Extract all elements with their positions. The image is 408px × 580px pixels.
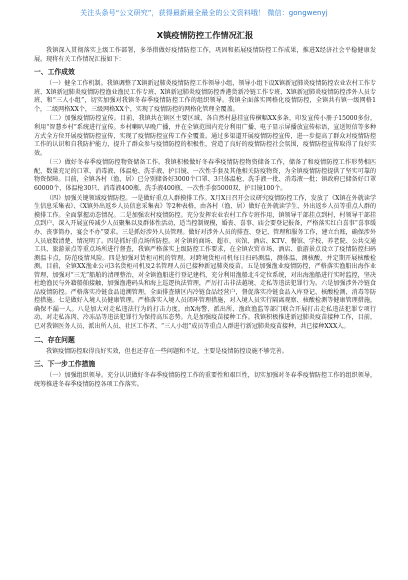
section-next-steps [34,360,376,389]
section-problems [34,336,376,357]
document-page [34,30,376,576]
document-title: X镇疫情防控工作情况汇报 [156,30,254,40]
section-heading: 三、下一步工作措施 [34,360,96,369]
body-paragraph: （四）加强关键领域疫情防控。一是做好重点人群摸排工作。X月X日召开会议研究疫情防控工作，发放了《X镇在外就读学生信息采集表》、《X镇外出返乡人员信息采集表》等2种表格，由各村（渔、居）做好在外就读学生、外出返乡人员等重点人群的摸排工作。全面掌握动态情况。二是加强农村疫情防控。充分发挥农业农村工作专班作用，镇领导干部挂点到村，村领导干部挂点到户，深入开展宣传减少人员聚集以及群体性活动，适当控制规模，婚丧、喜事、庙会要登记报备，严格落实红白喜事“喜事缓办、丧事简办、宴会不办”要求。三是抓好涉外人员管理。做好对涉外人员的排查、登记、管理和服务工作，建立台账，确保涉外人员底数清楚、情况明了。四是抓好重点场所防控。对全镇的商场、超市、宾馆、酒店、KTV、餐馆、学校、养老院、公共交通工具、旅游景点等重点场所进行督查，我镇严格落实上级防控工作要求，在全镇农贸市场、酒店、旅游景点设立了疫情防控扫码测温卡点，防范疫情风险。四是加强对货柜司机的管理。对跨境货柜司机每日扫码测温，测体温，测核酸，并定期开展核酸检测。目前，全镇XX渔业公司3名货柜司机及2名管理人员已接种新冠肺炎疫苗。五是加强渔业疫情防控，严格落实渔船出海作业管理，加强对“三无”船舶的清理整治，对全镇渔船进行登记建档，充分利用渔船北斗定位系统，对出海渔船进行实时监控，坚决杜绝渔民与外籍船舶接触，加强渔港码头和海上巡逻执法管理，严厉打击非法越境、走私等违法犯罪行为。六是加强涉外冷链食品疫情防控。严格落实冷链食品追溯管理，全面排查辖区内冷链食品经营户，督促落实冷链食品入库登记、核酸检测、消毒等防控措施。七是做好入境人员健康管理。严格落实入境人员闭环管理措施，对入境人员实行隔离观察、核酸检测等健康管理措施，确保不漏一人。八是加大对走私违法行为的打击力度。由X海警、派出所、渔政渔监等部门联合开展打击走私违法犯罪专项行动，对走私冻肉、冷冻品等违法犯罪行为保持高压态势。九是加强疫苗接种工作。我镇积极推进新冠肺炎疫苗接种工作，目前，已对我镇医务人员、派出所人员、社区工作者、“三人小组”成员等重点人群进行新冠肺炎疫苗接种，共已接种XXX人。 [34,194,376,330]
intro-paragraph: 我镇深入贯彻落实上级工作部署，多举措做好疫情防控工作，巩固和拓展疫情防控工作成果，推进X经济社会平稳健康发展。现将有关工作情况汇报如下： [34,47,376,63]
section-heading: 二、存在问题 [34,335,75,344]
banner-text: 关注头条号“公文研究”，获得最新最全最全的公文资料哦！ 微信：gongwenyj [80,9,328,17]
section-results [34,68,376,331]
top-banner [0,0,408,24]
body-paragraph: （一）加强组织领导。充分认识做好冬春季疫情防控工作的重要性和艰巨性，切实加强对冬春季疫情防控工作的组织领导，统筹推进冬春季疫情防控各项工作落实。 [34,372,376,388]
section-heading: 一、工作成效 [34,68,75,77]
body-paragraph: （三）做好冬春季疫情防控物资储备工作。我镇积极做好冬春季疫情防控物资储备工作，储备了和疫情防控工作形势相匹配，数量充足的口罩、消毒液、体温枪、洗手液、护目镜、一次性手套及其他相关防疫物资，为全镇疫情防控提供了坚实可靠的物资保障。目前，全镇各村（渔、居）已分别储备好3000个口罩、3只体温枪、洗手液一批、消毒液一批；镇政府已储备好口罩60000个、体温枪30只、消毒液400瓶、洗手液400瓶、一次性手套5000双、护目镜100个。 [34,159,376,193]
body-paragraph: （二）加强疫情防控宣传。目前，我镇共在镇区主要区域、各自然村悬挂宣传横幅XX多条，印发宣传小册子15000多份，利用“智慧乡村”系统进行宣传。乡村喇叭早晚广播，并在全镇范围内充分利用广播、电子显示屏播放宣传标语，宣送短信等多种方式全方位开展疫情防控宣传，实现了疫情防控宣传工作全覆盖。通过多渠道开展疫情防控宣传，进一步提高了群众对疫情防控工作的认识和自我防护能力，提升了群众参与疫情防控的积极性，营造了良好的疫情防控社会氛围，疫情防控宣传取得了良好实效。 [34,115,376,157]
body-paragraph: （一）健全工作机制。我镇调整了X镇新冠肺炎疫情防控工作领导小组，领导小组下设X镇新冠肺炎疫情防控农业农村工作专班、X镇新冠肺炎疫情防控渔业渔民工作专班、X镇新冠肺炎疫情防控香港货新冷链工作专班、X镇新冠肺炎疫情防控涉外人员专班、和“三人小组”，切实加强对我镇冬春季疫情防控工作的组织领导。我镇全面落实网格化疫情防控，全镇共有镇一级网格1个，二级网格XX个，三级网格XX个，实现了疫情防控的网格化管理全覆盖。 [34,80,376,113]
body-paragraph: 我镇疫情防控取得良好实效，但也还存在一些问题和不足，主要是疫情防控设施不够完善。 [46,347,288,355]
